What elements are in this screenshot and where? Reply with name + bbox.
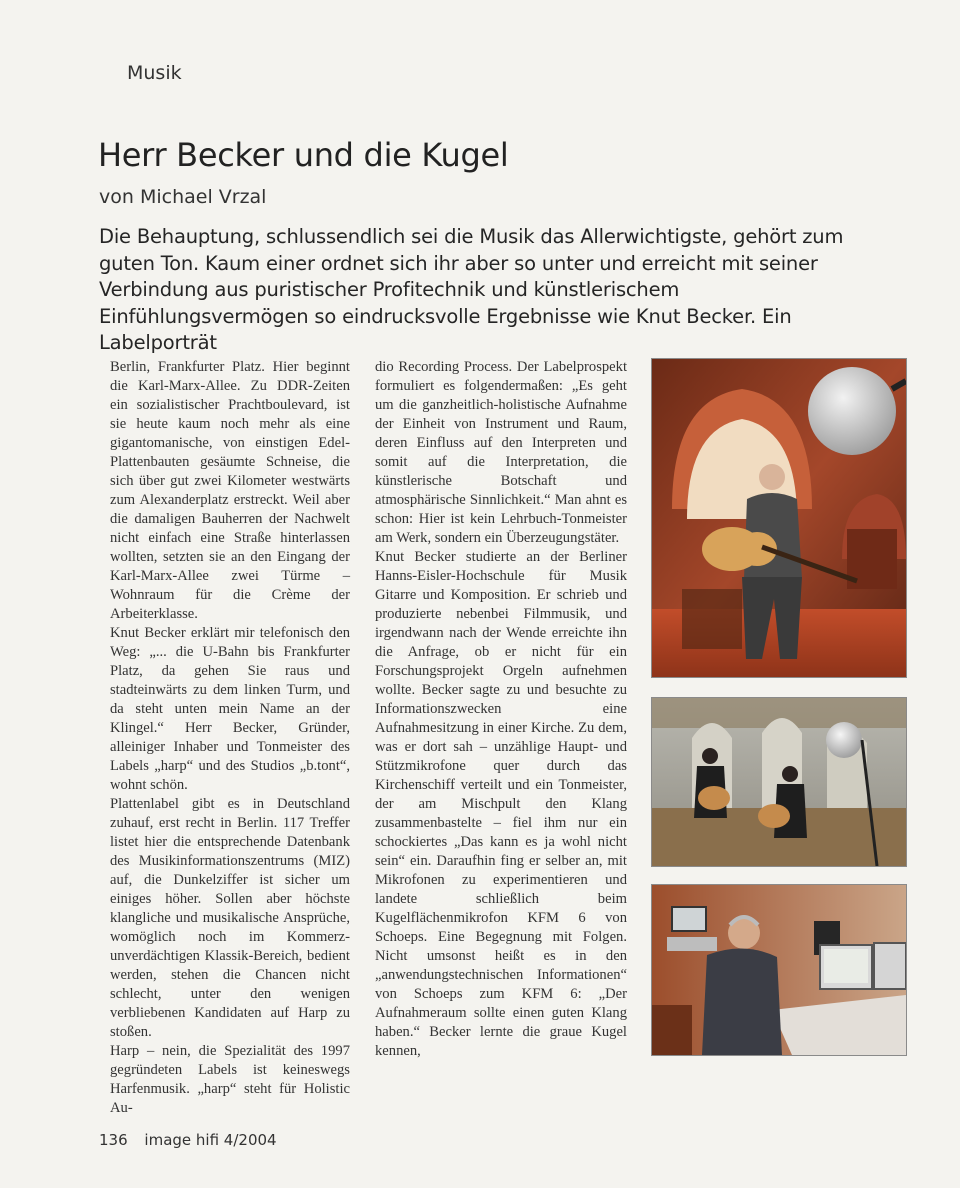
photo-studio-engineer <box>651 884 907 1056</box>
photo-guitarist-church <box>651 358 907 678</box>
paragraph: Harp – nein, die Spezialität des 1997 gegründeten Labels ist keineswegs Harfenmusik. „harp“ steht für Holistic Au- <box>110 1043 350 1116</box>
text-column-1 <box>110 358 350 1118</box>
page-footer <box>99 1131 277 1149</box>
text-column-2 <box>375 358 627 1061</box>
photo-guitar-duo-nave <box>651 697 907 867</box>
paragraph: Berlin, Frankfurter Platz. Hier beginnt die Karl-Marx-Allee. Zu DDR-Zeiten ein sozialistischer Prachtboulevard, ist sie heute kaum noch mehr als eine gigantomanische, von einstigen Edel-Plattenbauten gesäumte Schneise, die sich über gut zwei Kilometer westwärts zum Alexanderplatz erstreckt. Weil aber die damaligen Bauherren der Nachwelt nicht einfach eine Straße hinterlassen wollten, setzten sie an den Eingang der Karl-Marx-Allee zwei Türme – Wohnraum für die Crème der Arbeiterklasse. <box>110 359 350 622</box>
paragraph: Knut Becker erklärt mir telefonisch den Weg: „... die U-Bahn bis Frankfurter Platz, da gehen Sie raus und stadteinwärts zu dem linken Turm, und da steht unten mein Name an der Klingel.“ Herr Becker, Gründer, alleiniger Inhaber und Tonmeister des Labels „harp“ und des Studios „b.tont“, wohnt schön. <box>110 625 350 793</box>
section-label: Musik <box>127 62 182 84</box>
paragraph: dio Recording Process. Der Labelprospekt formuliert es folgendermaßen: „Es geht um die ganzheitlich-holistische Aufnahme der Einheit von Instrument und Raum, deren Einfluss auf den Interpreten und somit auf die Interpretation, die künstlerische Botschaft und atmosphärische Sinnlichkeit.“ Man ahnt es schon: Hier ist kein Lehrbuch-Tonmeister am Werk, sondern ein Überzeugungstäter. <box>375 359 627 546</box>
article-author: von Michael Vrzal <box>99 186 267 208</box>
magazine-issue: image hifi 4/2004 <box>144 1131 277 1149</box>
article-title: Herr Becker und die Kugel <box>98 136 509 174</box>
page-number: 136 <box>99 1131 128 1149</box>
article-lead: Die Behauptung, schlussendlich sei die Musik das Allerwichtigste, gehört zum guten Ton. Kaum einer ordnet sich ihr aber so unter und erreicht mit seiner Verbindung aus puristischer Profitechnik und künstlerischem Einfühlungsvermögen so eindrucksvolle Ergebnisse wie Knut Becker. Ein Labelporträt <box>99 225 844 354</box>
paragraph: Plattenlabel gibt es in Deutschland zuhauf, erst recht in Berlin. 117 Treffer listet hier die entsprechende Datenbank des Musikinformationszentrums (MIZ) auf, die Dunkelziffer ist sicher um einiges höher. Sollen aber höchste klangliche und musikalische Ansprüche, womöglich noch im Kommerz-unverdächtigen Klassik-Bereich, bedient werden, stehen die Chancen nicht schlecht, unter den wenigen verbliebenen Kandidaten auf Harp zu stoßen. <box>110 796 350 1040</box>
paragraph: Knut Becker studierte an der Berliner Hanns-Eisler-Hochschule für Musik Gitarre und Komposition. Er schrieb und produzierte nebenbei Filmmusik, und irgendwann nach der Wende erreichte ihn die Anfrage, ob er nicht für ein Forschungsprojekt Orgeln aufnehmen wollte. Becker sagte zu und besuchte zu Informationszwecken eine Aufnahmesitzung in einer Kirche. Zu dem, was er dort sah – unzählige Haupt- und Stützmikrofone quer durch das Kirchenschiff verteilt und ein Tonmeister, der am Mischpult den Klang zusammenbastelte – fiel ihm nur ein schockiertes „Das kann es ja wohl nicht sein“ ein. Daraufhin fing er selber an, mit Mikrofonen zu experimentieren und landete schließlich beim Kugelflächenmikrofon KFM 6 von Schoeps. Eine Begegnung mit Folgen. Nicht umsonst heißt es in den „anwendungstechnischen Informationen“ von Schoeps zum KFM 6: „Der Aufnahmeraum sollte einen guten Klang haben.“ Becker lernte die graue Kugel kennen, <box>375 549 627 1059</box>
